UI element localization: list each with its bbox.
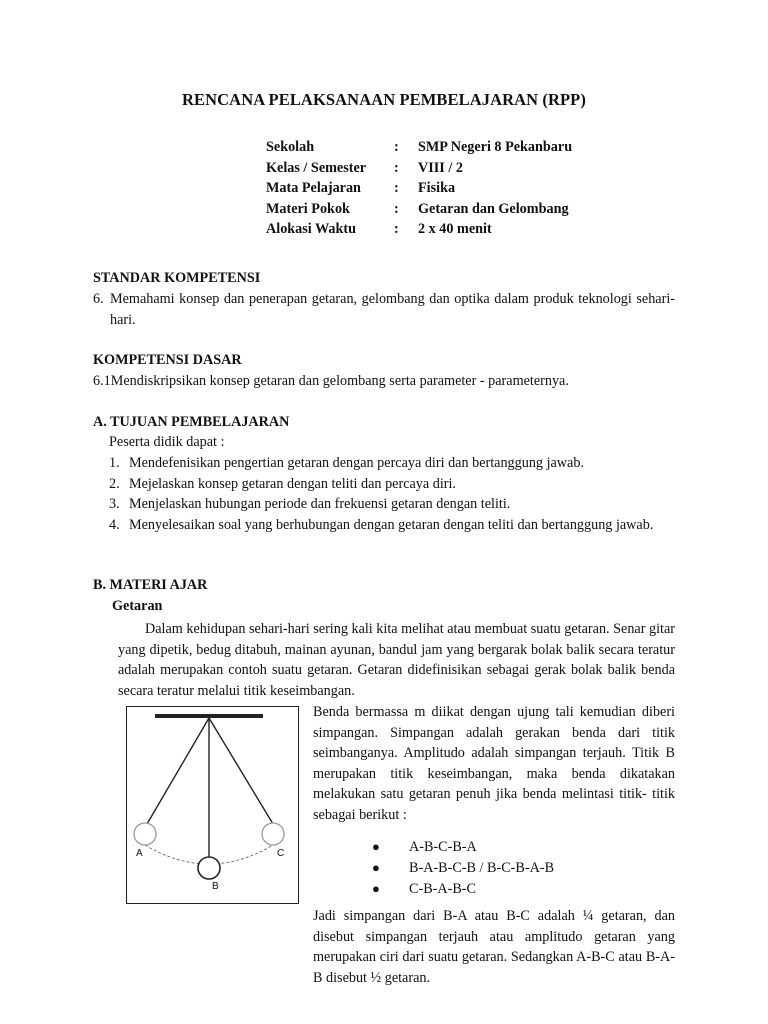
info-colon: : <box>394 159 399 176</box>
list-text: Mendefenisikan pengertian getaran dengan percaya diri dan bertanggung jawab. <box>129 455 584 471</box>
list-number: 1. <box>109 455 120 471</box>
bullet-dot: ● <box>372 860 380 875</box>
bullet-item <box>372 837 554 858</box>
pendulum-support <box>155 714 263 718</box>
info-table <box>266 137 572 240</box>
materi-subheading: Getaran <box>112 598 163 614</box>
label-b: B <box>212 881 219 892</box>
bob-position-a <box>134 823 156 845</box>
list-item <box>109 453 675 474</box>
standar-heading: STANDAR KOMPETENSI <box>93 270 261 286</box>
info-row <box>266 199 572 220</box>
bullet-text: A-B-C-B-A <box>409 839 477 855</box>
tujuan-heading: A. TUJUAN PEMBELAJARAN <box>93 414 290 430</box>
info-colon: : <box>394 139 399 155</box>
list-item <box>109 494 675 515</box>
info-row <box>266 137 572 158</box>
label-a: A <box>136 848 143 859</box>
info-row <box>266 219 572 240</box>
info-row <box>266 178 572 199</box>
list-item <box>109 474 675 495</box>
materi-paragraph-1: Dalam kehidupan sehari-hari sering kali kita melihat atau membuat suatu getaran. Senar gitar yang dipetik, bedug ditabuh, mainan ayunan, bandul jam yang bergarak bolak balik secara teratur adalah merupakan contoh suatu getaran. Getaran didefinisikan sebagai gerak bolak balik benda secara teratur melalui titik keseimbangan. <box>118 621 675 699</box>
list-number: 2. <box>109 475 120 492</box>
bullet-text: C-B-A-B-C <box>409 881 476 897</box>
info-row <box>266 158 572 179</box>
list-number: 4. <box>109 516 120 533</box>
bullet-dot: ● <box>372 881 380 896</box>
bob-position-b <box>198 857 220 879</box>
string-right <box>209 718 273 824</box>
info-value: 2 x 40 menit <box>418 221 492 238</box>
info-value: Getaran dan Gelombang <box>418 200 569 217</box>
info-value: Fisika <box>418 180 456 197</box>
tujuan-list <box>109 453 675 535</box>
bullet-text: B-A-B-C-B / B-C-B-A-B <box>409 860 555 876</box>
info-label: Alokasi Waktu <box>266 221 357 238</box>
list-text: Mejelaskan konsep getaran dengan teliti dan percaya diri. <box>129 475 456 492</box>
info-label: Mata Pelajaran <box>266 180 361 197</box>
kompetensi-heading: KOMPETENSI DASAR <box>93 352 242 368</box>
list-text: Menyelesaikan soal yang berhubungan dengan getaran dengan teliti dan bertanggung jawab. <box>129 516 654 533</box>
info-label: Sekolah <box>266 139 315 155</box>
materi-paragraph-3: Jadi simpangan dari B-A atau B-C adalah ¼ getaran, dan disebut simpangan terjauh atau amplitudo getaran yang merupakan ciri dari suatu getaran. Sedangkan A-B-C atau B-A-B disebut ½ getaran. <box>313 908 675 986</box>
bullet-item <box>372 879 554 900</box>
standar-number: 6. <box>93 291 104 307</box>
info-label: Materi Pokok <box>266 200 350 217</box>
list-item <box>109 515 675 536</box>
info-value: VIII / 2 <box>418 159 463 176</box>
bullet-item <box>372 858 554 879</box>
info-value: SMP Negeri 8 Pekanbaru <box>418 139 573 155</box>
pendulum-figure <box>126 706 299 904</box>
info-colon: : <box>394 180 399 197</box>
materi-heading: B. MATERI AJAR <box>93 577 208 593</box>
pendulum-diagram <box>127 707 300 905</box>
standar-text: Memahami konsep dan penerapan getaran, gelombang dan optika dalam produk teknologi sehari-hari. <box>110 291 675 328</box>
info-colon: : <box>394 221 399 238</box>
info-colon: : <box>394 200 399 217</box>
label-c: C <box>277 848 285 859</box>
tujuan-intro: Peserta didik dapat : <box>109 434 225 450</box>
materi-paragraph-2: Benda bermassa m diikat dengan ujung tali kemudian diberi simpangan. Simpangan adalah gerakan benda dari titik seimbanganya. Amplitudo adalah simpangan terjauh. Titik B merupakan titik keseimbangan, maka benda dikatakan melakukan satu getaran penuh jika benda melintasi titik- titik sebagai berikut : <box>313 704 675 823</box>
page-title: RENCANA PELAKSANAAN PEMBELAJARAN (RPP) <box>182 90 586 109</box>
list-number: 3. <box>109 496 120 512</box>
bullet-list <box>372 837 554 900</box>
standar-item <box>93 289 675 330</box>
bob-position-c <box>262 823 284 845</box>
string-left <box>147 718 209 824</box>
standar-list <box>93 289 675 330</box>
kompetensi-text: 6.1Mendiskripsikan konsep getaran dan gelombang serta parameter - parameternya. <box>93 373 569 389</box>
bullet-dot: ● <box>372 839 380 854</box>
list-text: Menjelaskan hubungan periode dan frekuensi getaran dengan teliti. <box>129 496 511 512</box>
info-label: Kelas / Semester <box>266 159 367 176</box>
